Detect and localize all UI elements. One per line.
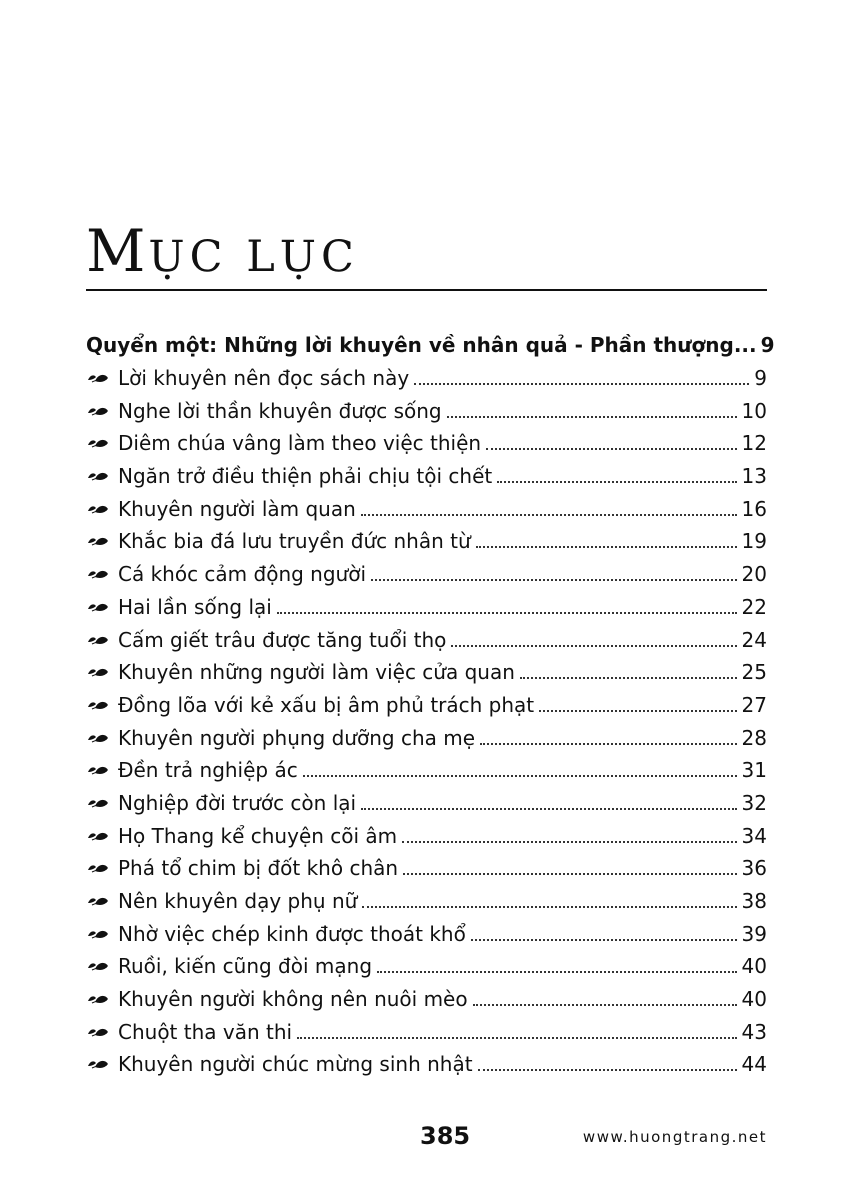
- toc-part-heading: [86, 333, 775, 366]
- entry-title: Khuyên những người làm việc cửa quan: [118, 660, 515, 685]
- dot-leader: [486, 433, 736, 450]
- leaf-ornament-icon: [86, 763, 118, 777]
- leaf-ornament-icon: [86, 894, 118, 908]
- toc-entry: [86, 628, 767, 661]
- toc-entry: [86, 399, 767, 432]
- entry-title: Họ Thang kể chuyện cõi âm: [118, 823, 398, 848]
- dot-leader: [361, 499, 737, 516]
- entry-title: Khuyên người không nên nuôi mèo: [118, 987, 468, 1012]
- title-initial: M: [86, 217, 149, 285]
- dot-leader: [414, 368, 749, 385]
- table-of-contents: [86, 333, 775, 1085]
- entry-page: 10: [741, 398, 767, 423]
- page-title: [86, 217, 359, 285]
- entry-title: Ngăn trở điều thiện phải chịu tội chết: [118, 464, 493, 489]
- dot-leader: [403, 858, 736, 875]
- entry-title: Diêm chúa vâng làm theo việc thiện: [118, 431, 482, 456]
- dot-leader: [478, 1054, 737, 1071]
- toc-entry: [86, 726, 767, 759]
- entry-title: Đồng lõa với kẻ xấu bị âm phủ trách phạt: [118, 692, 535, 717]
- toc-entries: [86, 366, 767, 1085]
- leaf-ornament-icon: [86, 698, 118, 712]
- entry-title: Hai lần sống lại: [118, 594, 272, 619]
- entry-page: 31: [741, 758, 767, 783]
- dot-leader: [476, 531, 737, 548]
- leaf-ornament-icon: [86, 633, 118, 647]
- leaf-ornament-icon: [86, 992, 118, 1006]
- entry-title: Khuyên người phụng dưỡng cha mẹ: [118, 725, 476, 750]
- toc-entry: [86, 595, 767, 628]
- leaf-ornament-icon: [86, 731, 118, 745]
- leaf-ornament-icon: [86, 1057, 118, 1071]
- toc-entry: [86, 464, 767, 497]
- entry-title: Nên khuyên dạy phụ nữ: [118, 889, 358, 913]
- toc-entry: [86, 660, 767, 693]
- entry-title: Ruồi, kiến cũng đòi mạng: [118, 954, 373, 979]
- leaf-ornament-icon: [86, 436, 118, 450]
- part-page: 9: [760, 333, 775, 357]
- leaf-ornament-icon: [86, 829, 118, 843]
- entry-page: 43: [741, 1019, 767, 1044]
- toc-entry: [86, 987, 767, 1020]
- entry-page: 28: [741, 725, 767, 750]
- title-rest: ỤC LỤC: [148, 232, 359, 282]
- dot-leader: [402, 826, 736, 843]
- website-url: www.huongtrang.net: [582, 1128, 767, 1146]
- entry-page: 40: [741, 954, 767, 979]
- entry-page: 19: [741, 529, 767, 554]
- dot-leader: [297, 1022, 736, 1039]
- entry-page: 38: [741, 889, 767, 913]
- entry-page: 13: [741, 464, 767, 489]
- dot-leader: [473, 989, 737, 1006]
- entry-title: Lời khuyên nên đọc sách này: [118, 366, 410, 390]
- entry-title: Khuyên người làm quan: [118, 496, 356, 521]
- entry-page: 39: [741, 921, 767, 946]
- entry-page: 34: [741, 823, 767, 848]
- leaf-ornament-icon: [86, 959, 118, 973]
- dot-leader: [471, 924, 737, 941]
- dot-leader: [277, 597, 737, 614]
- entry-page: 20: [741, 562, 767, 587]
- entry-title: Chuột tha văn thi: [118, 1019, 293, 1044]
- leaf-ornament-icon: [86, 371, 118, 385]
- dot-leader: [362, 891, 736, 908]
- entry-title: Cá khóc cảm động người: [118, 562, 367, 587]
- leaf-ornament-icon: [86, 502, 118, 516]
- entry-page: 22: [741, 594, 767, 619]
- part-title: Quyển một: Những lời khuyên về nhân quả - Phần thượng...: [86, 333, 757, 357]
- leaf-ornament-icon: [86, 665, 118, 679]
- toc-entry: [86, 922, 767, 955]
- toc-entry: [86, 497, 767, 530]
- entry-page: 24: [741, 627, 767, 652]
- toc-entry: [86, 366, 767, 399]
- toc-entry: [86, 562, 767, 595]
- leaf-ornament-icon: [86, 534, 118, 548]
- toc-entry: [86, 431, 767, 464]
- leaf-ornament-icon: [86, 796, 118, 810]
- entry-title: Nghiệp đời trước còn lại: [118, 790, 357, 815]
- toc-entry: [86, 954, 767, 987]
- entry-page: 16: [741, 496, 767, 521]
- dot-leader: [377, 956, 737, 973]
- toc-entry: [86, 693, 767, 726]
- entry-title: Nhờ việc chép kinh được thoát khổ: [118, 921, 466, 946]
- entry-page: 40: [741, 987, 767, 1012]
- toc-entry: [86, 1020, 767, 1053]
- dot-leader: [447, 401, 737, 418]
- leaf-ornament-icon: [86, 404, 118, 418]
- toc-entry: [86, 791, 767, 824]
- dot-leader: [361, 793, 736, 810]
- dot-leader: [520, 662, 737, 679]
- toc-entry: [86, 889, 767, 922]
- entry-title: Đền trả nghiệp ác: [118, 758, 298, 783]
- toc-entry: [86, 758, 767, 791]
- leaf-ornament-icon: [86, 861, 118, 875]
- leaf-ornament-icon: [86, 567, 118, 581]
- entry-page: 44: [741, 1052, 767, 1077]
- dot-leader: [303, 760, 737, 777]
- dot-leader: [451, 630, 736, 647]
- dot-leader: [480, 728, 737, 745]
- dot-leader: [371, 564, 737, 581]
- entry-page: 36: [741, 856, 767, 881]
- page-number: 385: [420, 1122, 471, 1150]
- entry-title: Cấm giết trâu được tăng tuổi thọ: [118, 627, 447, 652]
- dot-leader: [539, 695, 736, 712]
- leaf-ornament-icon: [86, 469, 118, 483]
- toc-entry: [86, 824, 767, 857]
- entry-title: Khuyên người chúc mừng sinh nhật: [118, 1052, 473, 1077]
- entry-title: Khắc bia đá lưu truyền đức nhân từ: [118, 529, 471, 554]
- entry-title: Phá tổ chim bị đốt khô chân: [118, 856, 399, 881]
- leaf-ornament-icon: [86, 927, 118, 941]
- entry-page: 25: [741, 660, 767, 685]
- toc-entry: [86, 529, 767, 562]
- entry-page: 32: [741, 790, 767, 815]
- leaf-ornament-icon: [86, 1025, 118, 1039]
- entry-title: Nghe lời thần khuyên được sống: [118, 398, 442, 423]
- toc-entry: [86, 856, 767, 889]
- entry-page: 9: [754, 366, 767, 390]
- entry-page: 27: [741, 692, 767, 717]
- entry-page: 12: [741, 431, 767, 456]
- leaf-ornament-icon: [86, 600, 118, 614]
- title-rule: [86, 289, 767, 291]
- toc-entry: [86, 1052, 767, 1085]
- dot-leader: [497, 466, 736, 483]
